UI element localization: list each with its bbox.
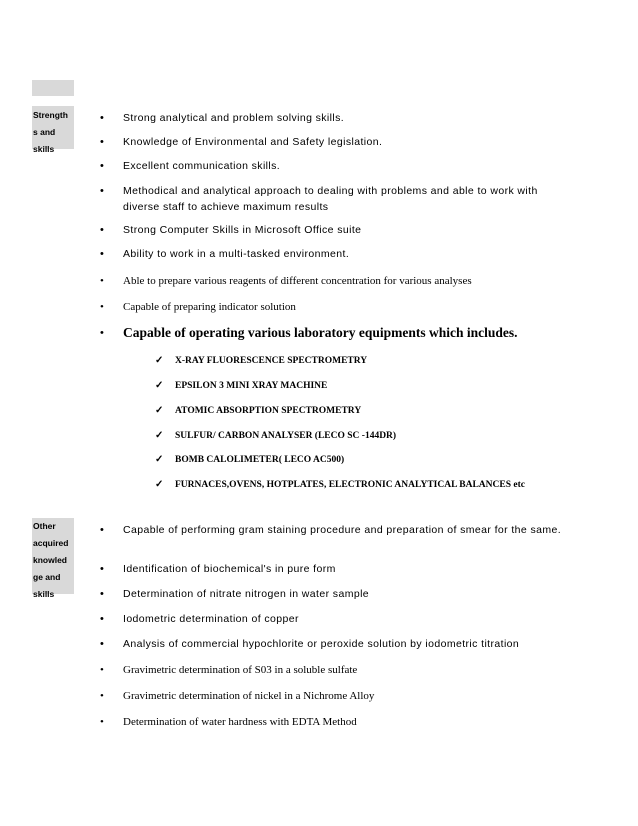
label-line: skills bbox=[33, 144, 55, 154]
list-item-text: Strong analytical and problem solving skills. bbox=[123, 112, 345, 124]
list-item bbox=[100, 522, 570, 538]
list-item-text: Ability to work in a multi-tasked environment. bbox=[123, 248, 350, 260]
equipment-item bbox=[155, 404, 565, 418]
list-item bbox=[100, 611, 570, 627]
checkmark-icon: ✓ bbox=[155, 405, 164, 416]
list-item bbox=[100, 688, 570, 704]
equipment-item bbox=[155, 453, 565, 467]
label-line: s and bbox=[33, 127, 56, 137]
checkmark-icon: ✓ bbox=[155, 454, 164, 465]
list-item-text: Knowledge of Environmental and Safety legislation. bbox=[123, 136, 383, 148]
list-item bbox=[100, 561, 570, 577]
label-line: Other bbox=[33, 521, 56, 531]
bullet-icon: • bbox=[100, 524, 105, 536]
label-line: acquired bbox=[33, 538, 69, 548]
list-item-text: Excellent communication skills. bbox=[123, 160, 281, 172]
equipment-text: EPSILON 3 MINI XRAY MACHINE bbox=[175, 381, 328, 391]
equipment-text: FURNACES,OVENS, HOTPLATES, ELECTRONIC ANALYTICAL BALANCES etc bbox=[175, 480, 525, 490]
list-item bbox=[100, 325, 570, 341]
checkmark-icon: ✓ bbox=[155, 430, 164, 441]
bullet-icon: • bbox=[100, 588, 105, 600]
list-item bbox=[100, 222, 570, 238]
list-item bbox=[100, 158, 570, 174]
list-item-text: Determination of nitrate nitrogen in water sample bbox=[123, 588, 370, 600]
bullet-icon: • bbox=[100, 638, 105, 650]
strengths-label bbox=[33, 107, 73, 158]
label-line: ge and bbox=[33, 572, 61, 582]
list-item-text: Able to prepare various reagents of different concentration for various analyses bbox=[123, 275, 472, 287]
list-item-text: Capable of performing gram staining procedure and preparation of smear for the same. bbox=[123, 524, 562, 536]
checkmark-icon: ✓ bbox=[155, 380, 164, 391]
list-item-text: Analysis of commercial hypochlorite or peroxide solution by iodometric titration bbox=[123, 638, 520, 650]
equipment-item bbox=[155, 354, 565, 368]
list-item-text: Identification of biochemical's in pure form bbox=[123, 563, 336, 575]
bullet-icon: • bbox=[100, 613, 105, 625]
list-item-text: Gravimetric determination of S03 in a soluble sulfate bbox=[123, 664, 358, 676]
list-item-text: Iodometric determination of copper bbox=[123, 613, 299, 625]
bullet-icon: • bbox=[100, 160, 105, 172]
other-label bbox=[33, 518, 73, 603]
bullet-icon: • bbox=[100, 690, 104, 702]
list-item bbox=[100, 714, 570, 730]
header-shade bbox=[32, 80, 74, 96]
bullet-icon: • bbox=[100, 185, 105, 197]
list-item bbox=[100, 299, 570, 315]
equipment-text: SULFUR/ CARBON ANALYSER (LECO SC -144DR) bbox=[175, 431, 397, 441]
equipment-text: BOMB CALOLIMETER( LECO AC500) bbox=[175, 455, 345, 465]
bullet-icon: • bbox=[100, 136, 105, 148]
bullet-icon: • bbox=[100, 716, 104, 728]
list-item bbox=[100, 273, 570, 289]
bullet-icon: • bbox=[100, 224, 105, 236]
label-line: Strength bbox=[33, 110, 68, 120]
bullet-icon: • bbox=[100, 563, 105, 575]
list-item-text: Methodical and analytical approach to dealing with problems and able to work with diverse staff to achieve maximum results bbox=[123, 185, 538, 213]
list-item bbox=[100, 662, 570, 678]
checkmark-icon: ✓ bbox=[155, 479, 164, 490]
list-item bbox=[100, 636, 570, 652]
list-item-text: Capable of operating various laboratory equipments which includes. bbox=[123, 325, 518, 340]
equipment-text: ATOMIC ABSORPTION SPECTROMETRY bbox=[175, 406, 362, 416]
list-item-text: Capable of preparing indicator solution bbox=[123, 301, 296, 313]
label-line: skills bbox=[33, 589, 55, 599]
list-item-text: Strong Computer Skills in Microsoft Office suite bbox=[123, 224, 362, 236]
list-item bbox=[100, 110, 570, 126]
bullet-icon: • bbox=[100, 327, 104, 339]
bullet-icon: • bbox=[100, 112, 105, 124]
bullet-icon: • bbox=[100, 275, 104, 287]
equipment-item bbox=[155, 429, 565, 443]
list-item-text: Determination of water hardness with EDTA Method bbox=[123, 716, 357, 728]
equipment-item bbox=[155, 478, 550, 492]
list-item bbox=[100, 246, 570, 262]
list-item bbox=[100, 134, 570, 150]
label-line: knowled bbox=[33, 555, 68, 565]
equipment-text: X-RAY FLUORESCENCE SPECTROMETRY bbox=[175, 356, 368, 366]
list-item bbox=[100, 586, 570, 602]
checkmark-icon: ✓ bbox=[155, 355, 164, 366]
equipment-item bbox=[155, 379, 565, 393]
list-item-text: Gravimetric determination of nickel in a Nichrome Alloy bbox=[123, 690, 375, 702]
list-item bbox=[100, 183, 570, 215]
bullet-icon: • bbox=[100, 664, 104, 676]
bullet-icon: • bbox=[100, 248, 105, 260]
bullet-icon: • bbox=[100, 301, 104, 313]
